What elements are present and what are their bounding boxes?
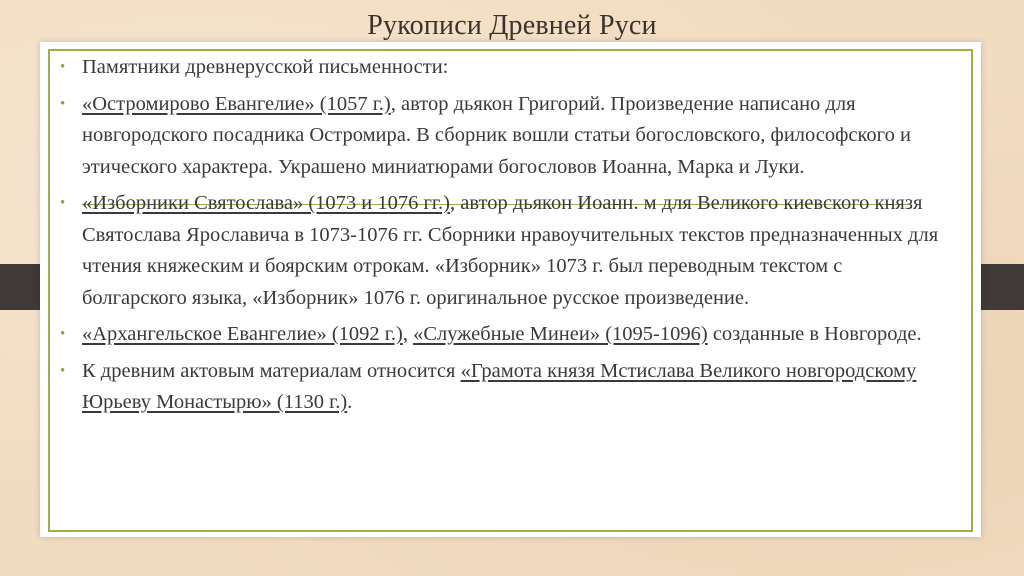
service-menaion-link[interactable]: «Служебные Минеи» (1095-1096) — [413, 323, 708, 345]
list-item: • К древним актовым материалам относится «Грамота князя Мстислава Великого новгородскому Юрьеву Монастырю» (1130 г.). — [60, 356, 940, 419]
bullet-icon: • — [60, 362, 66, 379]
mstislav-charter-link[interactable]: «Грамота князя Мстислава Великого новгородскому Юрьеву Монастырю» (1130 г.) — [82, 359, 917, 413]
list-item: • «Изборники Святослава» (1073 и 1076 гг.), автор дьякон Иоанн. м для Великого киевского князя Святослава Ярославича в 1073-1076 гг. Сборники нравоучительных текстов предназначенных для чтения княжеским и боярским отрокам. «Изборник» 1073 г. был переводным текстом с болгарского языка, «Изборник» 1076 г. оригинальное русское произведение. — [60, 188, 940, 314]
bullet-icon: • — [60, 59, 66, 75]
list-item: • «Архангельское Евангелие» (1092 г.), «Служебные Минеи» (1095-1096) созданные в Новгороде. — [60, 319, 940, 351]
left-decor-band — [0, 264, 40, 310]
archangel-gospel-link[interactable]: «Архангельское Евангелие» (1092 г.) — [82, 323, 403, 345]
bullet-icon: • — [60, 326, 66, 342]
bullet-icon: • — [60, 195, 66, 211]
izborniki-link[interactable]: «Изборники Святослава» (1073 и 1076 гг.) — [82, 192, 450, 214]
bullet-list — [60, 52, 940, 424]
list-item: • «Остромирово Евангелие» (1057 г.), автор дьякон Григорий. Произведение написано для новгородского посадника Остромира. В сборник вошли статьи богословского, философского и этического характера. Украшено миниатюрами богословов Иоанна, Марка и Луки. — [60, 89, 940, 184]
bullet-icon: • — [60, 95, 66, 112]
list-item: • Памятники древнерусской письменности: — [60, 52, 940, 84]
ostromir-gospel-link[interactable]: «Остромирово Евангелие» (1057 г.) — [82, 92, 391, 115]
slide-title: Рукописи Древней Руси — [367, 10, 657, 41]
